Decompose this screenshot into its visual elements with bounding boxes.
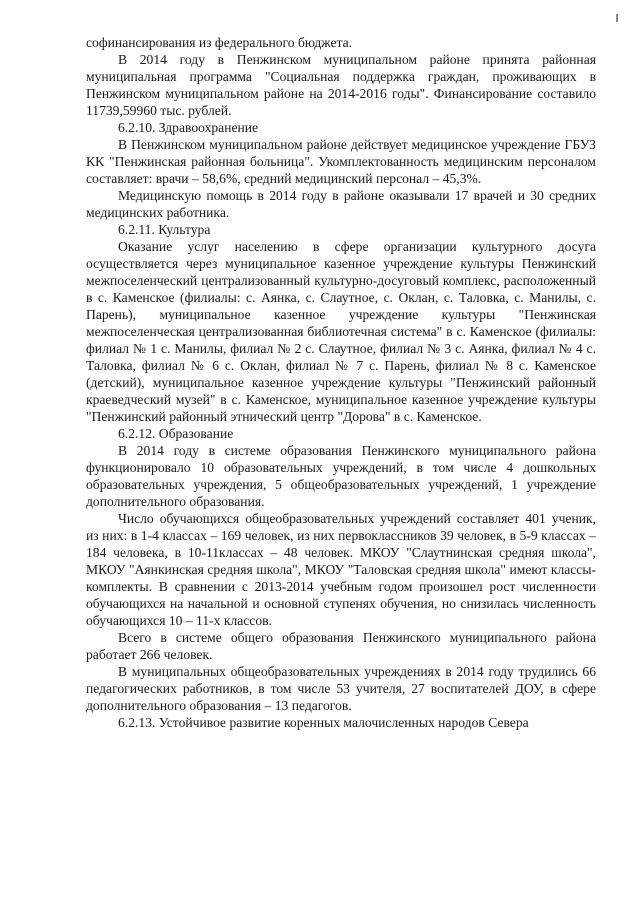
- paragraph-medical-staff: Медицинскую помощь в 2014 году в районе оказывали 17 врачей и 30 средних медицинских работника.: [86, 188, 596, 220]
- paragraph-hospital: В Пенжинском муниципальном районе действует медицинское учреждение ГБУЗ КК "Пенжинская районная больница". Укомплектованность медицинским персоналом составляет: врачи – 58,6%, средний медицинский персонал – 45,3%.: [86, 137, 596, 186]
- section-heading-indigenous: 6.2.13. Устойчивое развитие коренных малочисленных народов Севера: [118, 715, 529, 730]
- document-body: [86, 34, 596, 731]
- paragraph-culture-services: Оказание услуг населению в сфере организации культурного досуга осуществляется через муниципальное казенное учреждение культуры Пенжинский межпоселенческий централизованный культурно-досуговый комплекс, расположенный в с. Каменское (филиалы: с. Аянка, с. Слаутное, с. Оклан, с. Таловка, с. Манилы, с. Парень), муниципальное казенное учреждение культуры "Пенжинская межпоселенческая централизованная библиотечная система" в с. Каменское (филиалы: филиал № 1 с. Манилы, филиал № 2 с. Слаутное, филиал № 3 с. Аянка, филиал № 4 с. Таловка, филиал № 6 с. Оклан, филиал № 7 с. Парень, филиал № 8 с. Каменское (детский), муниципальное казенное учреждение культуры "Пенжинский районный краеведческий музей" в с. Каменское, муниципальное казенное учреждение культуры "Пенжинский районный этнический центр "Дорова" в с. Каменское.: [86, 239, 596, 424]
- section-heading-culture: 6.2.11. Культура: [118, 222, 211, 237]
- paragraph-social-program: В 2014 году в Пенжинском муниципальном районе принята районная муниципальная программа "Социальная поддержка граждан, проживающих в Пенжинском муниципальном районе на 2014-2016 годы". Финансирование составило 11739,59960 тыс. рублей.: [86, 52, 596, 118]
- paragraph-education-institutions: В 2014 году в системе образования Пенжинского муниципального района функционировало 10 образовательных учреждений, в том числе 4 дошкольных образовательных учреждения, 5 общеобразовательных учреждений, 1 учреждение дополнительного образования.: [86, 443, 596, 509]
- section-heading-healthcare: 6.2.10. Здравоохранение: [118, 120, 259, 135]
- section-heading-education: 6.2.12. Образование: [118, 426, 234, 441]
- paragraph-staff-total: Всего в системе общего образования Пенжинского муниципального района работает 266 человек.: [86, 630, 596, 662]
- paragraph-teachers: В муниципальных общеобразовательных учреждениях в 2014 году трудились 66 педагогических работников, в том числе 53 учителя, 27 воспитателей ДОУ, в сфере дополнительного образования – 13 педагогов.: [86, 664, 596, 713]
- paragraph-cofinancing: софинансирования из федерального бюджета.: [86, 35, 353, 50]
- paragraph-students: Число обучающихся общеобразовательных учреждений составляет 401 ученик, из них: в 1-4 классах – 169 человек, из них первоклассников 39 человек, в 5-9 классах – 184 человека, в 10-11классах – 48 человек. МКОУ "Слаутнинская средняя школа", МКОУ "Аянкинская средняя школа", МКОУ "Таловская средняя школа" имеют классы-комплекты. В сравнении с 2013-2014 учебным годом произошел рост численности обучающихся на начальной и основной ступенях обучения, но снизилась численность обучающихся 10 – 11-х классов.: [86, 511, 596, 628]
- scan-mark: [616, 14, 618, 22]
